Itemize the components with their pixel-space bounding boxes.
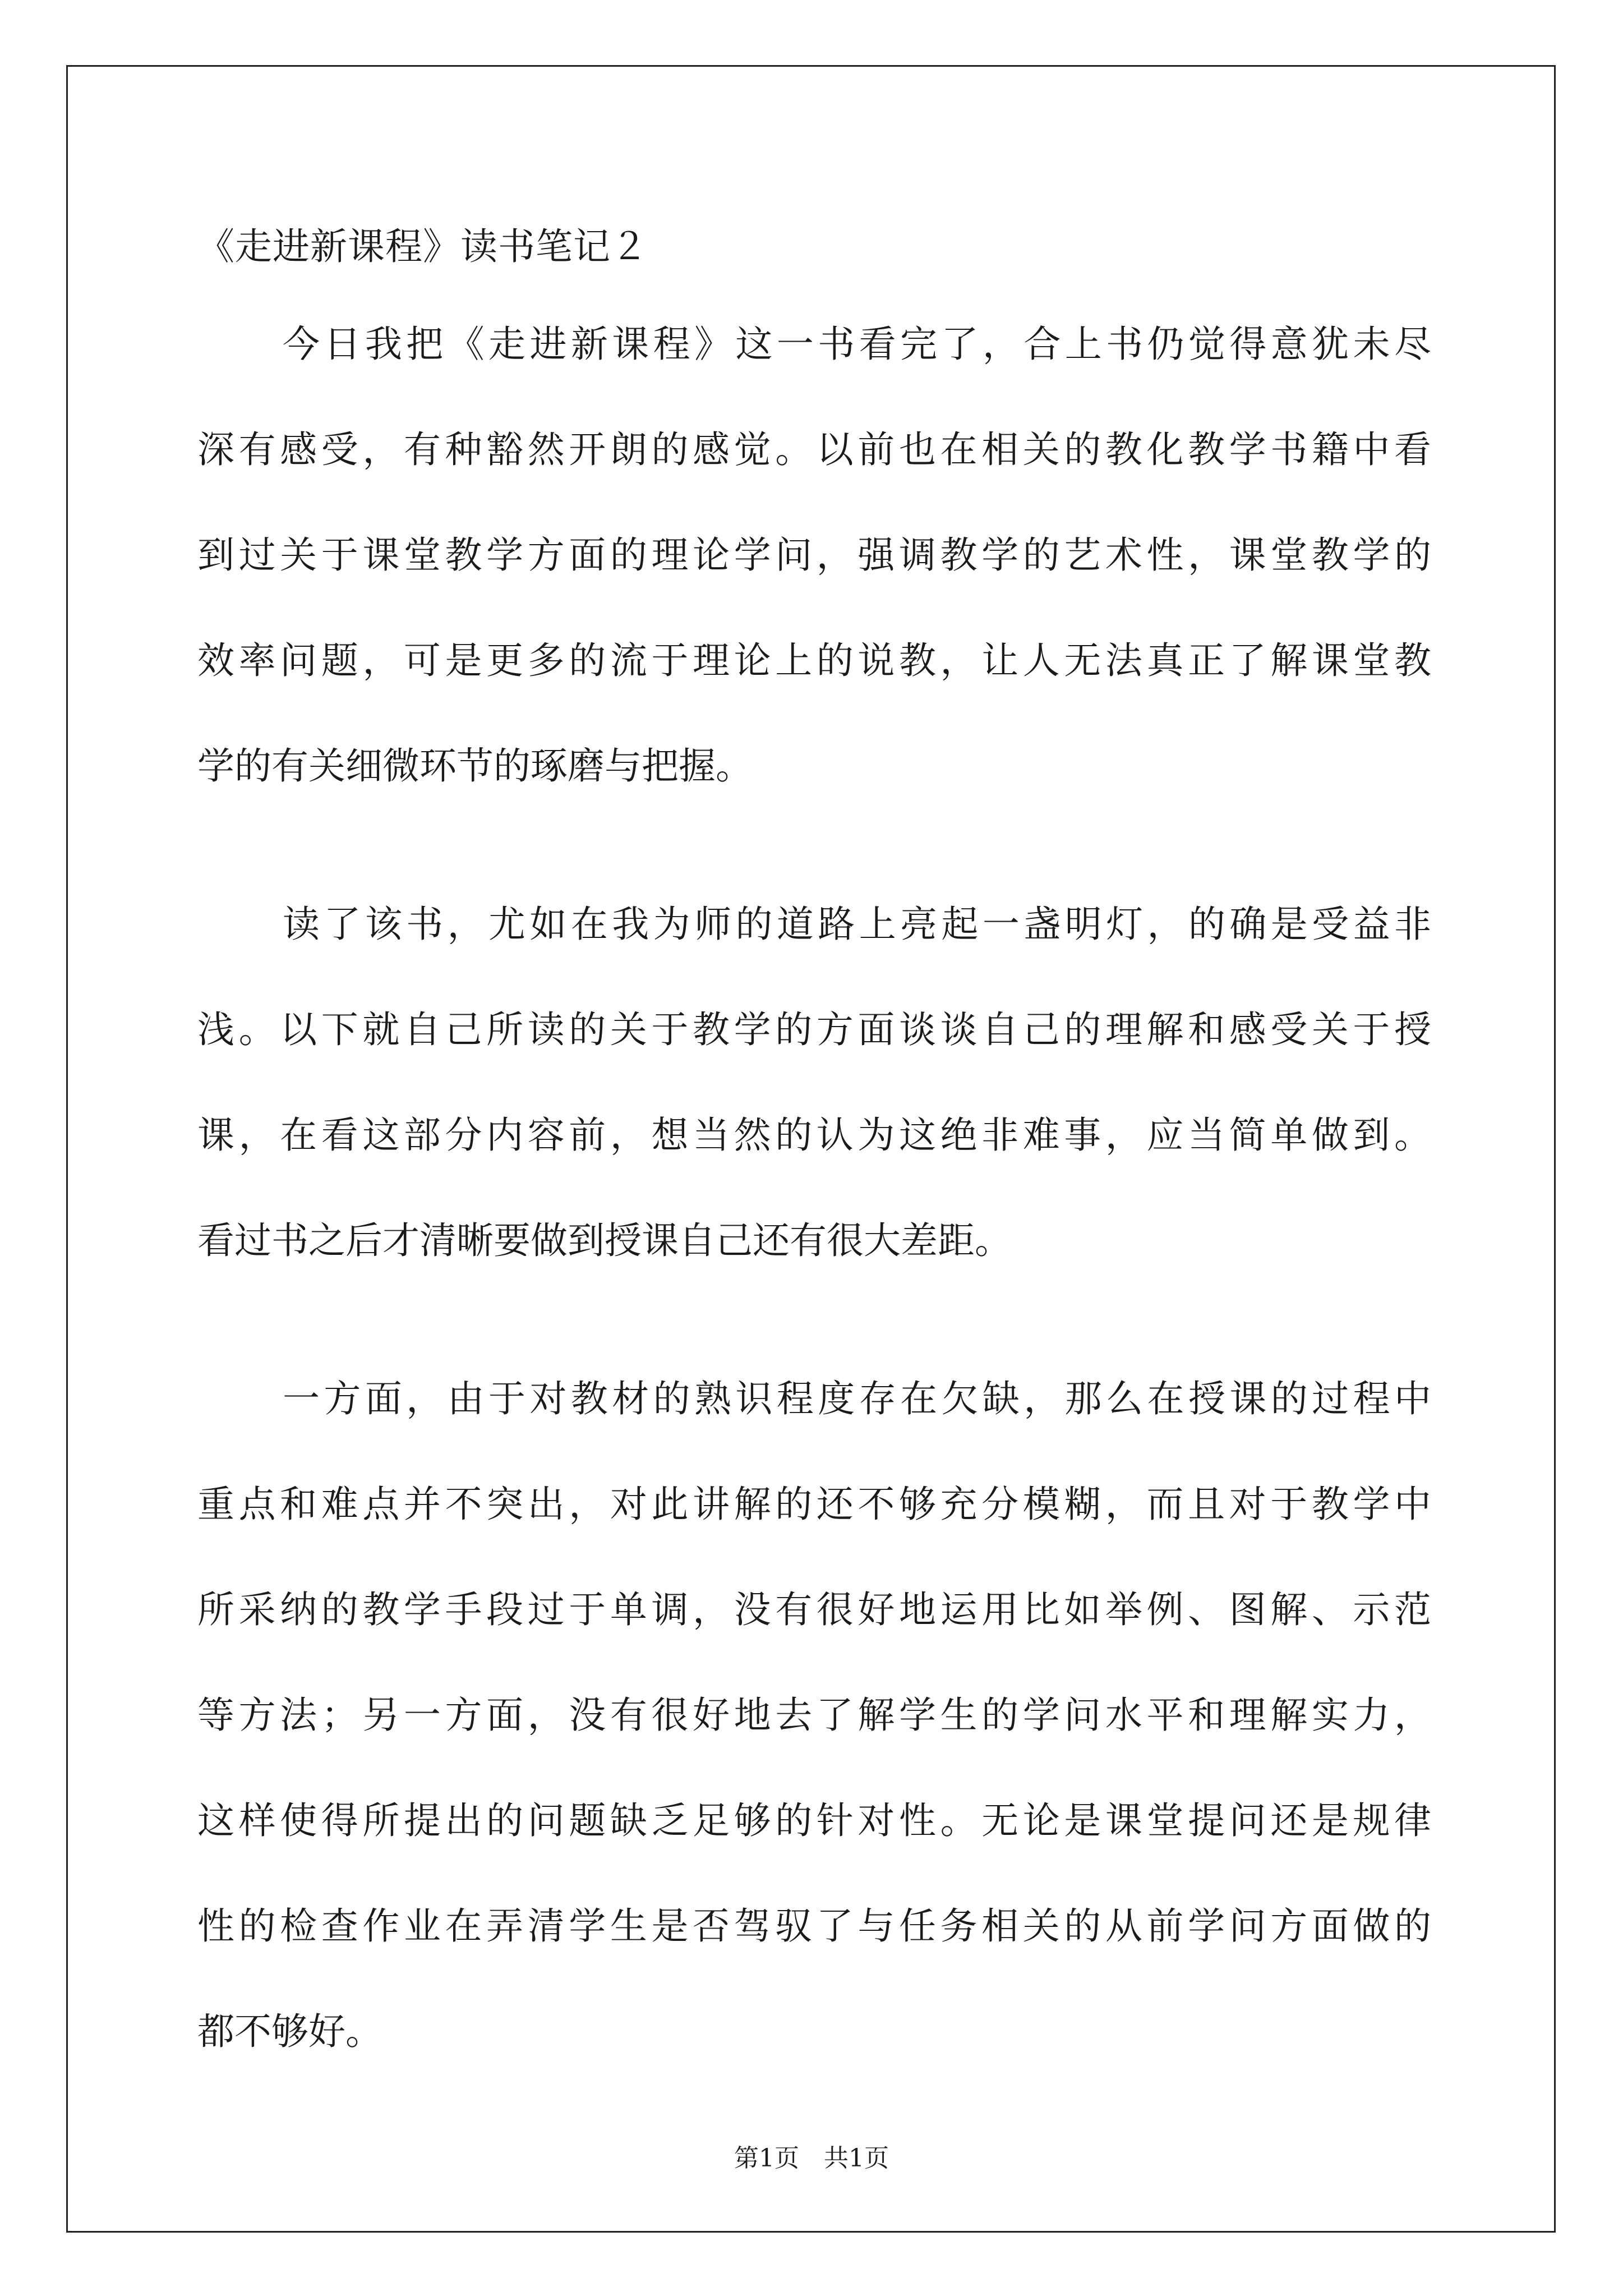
- text-line: 到过关于课堂教学方面的理论学问，强调教学的艺术性，课堂教学的: [197, 533, 1431, 577]
- text-line: 深有感受，有种豁然开朗的感觉。以前也在相关的教化教学书籍中看: [197, 428, 1431, 471]
- text-line: 都不够好。: [197, 2010, 382, 2053]
- text-line: 等方法；另一方面，没有很好地去了解学生的学问水平和理解实力，: [197, 1694, 1431, 1737]
- paragraph-1: [197, 292, 1431, 819]
- text-line: 课，在看这部分内容前，想当然的认为这绝非难事，应当简单做到。: [197, 1114, 1431, 1157]
- text-line: 性的检查作业在弄清学生是否驾驭了与任务相关的从前学问方面做的: [197, 1904, 1431, 1948]
- document-title: 《走进新课程》读书笔记２: [197, 225, 648, 268]
- text-line: 浅。以下就自己所读的关于教学的方面谈谈自己的理解和感受关于授: [197, 1008, 1431, 1051]
- paragraph-2: [197, 872, 1431, 1294]
- text-line: 所采纳的教学手段过于单调，没有很好地运用比如举例、图解、示范: [197, 1588, 1431, 1631]
- paragraph-3: [197, 1346, 1431, 2085]
- text-line: 读了该书，尤如在我为师的道路上亮起一盏明灯，的确是受益非: [283, 903, 1431, 946]
- document-body: [197, 292, 1431, 2137]
- text-line: 这样使得所提出的问题缺乏足够的针对性。无论是课堂提问还是规律: [197, 1799, 1431, 1842]
- text-line: 重点和难点并不突出，对此讲解的还不够充分模糊，而且对于教学中: [197, 1483, 1431, 1526]
- text-line: 效率问题，可是更多的流于理论上的说教，让人无法真正了解课堂教: [197, 639, 1431, 682]
- text-line: 学的有关细微环节的琢磨与把握。: [197, 744, 753, 788]
- text-line: 看过书之后才清晰要做到授课自己还有很大差距。: [197, 1219, 1012, 1262]
- text-line: 今日我把《走进新课程》这一书看完了，合上书仍觉得意犹未尽: [283, 323, 1431, 366]
- text-line: 一方面，由于对教材的熟识程度存在欠缺，那么在授课的过程中: [283, 1377, 1431, 1420]
- page-number-footer: 第1页 共1页: [734, 2144, 889, 2173]
